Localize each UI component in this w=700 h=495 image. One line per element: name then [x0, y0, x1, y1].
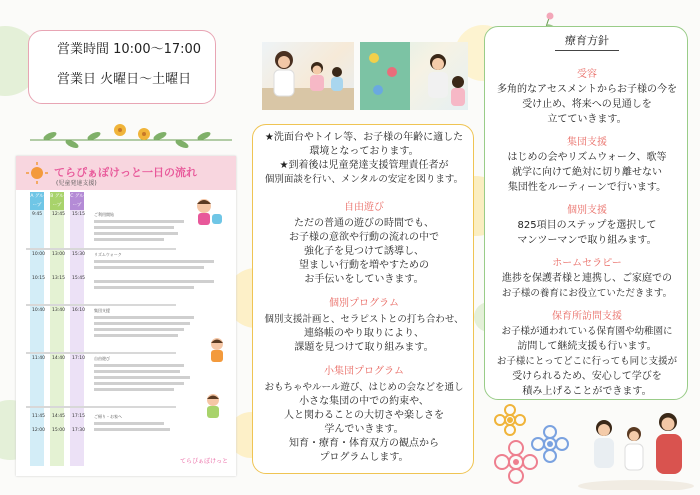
schedule-time: 10:40 — [32, 308, 45, 313]
program-details-card — [252, 124, 474, 474]
policy-text: 積み上げることができます。 — [522, 386, 652, 397]
schedule-text-line — [94, 226, 174, 229]
group-program-text: 知育・療育・体育双方の観点から — [289, 438, 439, 449]
group-program-heading: 小集団プログラム — [324, 366, 404, 377]
free-play-text: 望ましい行動を増やすための — [299, 260, 429, 271]
policy-text: お子様の養育にお役立ていただきます。 — [501, 288, 673, 299]
schedule-time: 14:45 — [52, 414, 65, 419]
schedule-time: 16:10 — [72, 308, 85, 313]
business-info-box — [28, 30, 216, 104]
schedule-time: 13:15 — [52, 276, 65, 281]
business-hours: 営業時間 10:00〜17:00 — [57, 42, 202, 57]
individual-program-text: 個別支援計画と、セラピストとの打ち合わせ、 — [264, 314, 464, 325]
schedule-time: 11:40 — [32, 356, 45, 361]
child-illustration-icon — [196, 392, 230, 426]
photo-teacher-with-kids — [262, 42, 354, 110]
policy-text: 集団性をルーティーンで行います。 — [507, 182, 667, 193]
schedule-divider — [26, 304, 176, 306]
policy-text: 多角的なアセスメントからお子様の今を — [497, 84, 677, 95]
policy-text: はじめの会やリズムウォーク、歌等 — [507, 152, 667, 163]
policy-heading-home-therapy: ホームセラピー — [552, 258, 622, 269]
individual-program-text: 連絡帳のやり取りにより、 — [304, 328, 424, 339]
policy-text: 進捗を保護者様と連携し、ご家庭での — [502, 273, 672, 284]
photo-illustration — [360, 42, 468, 110]
policy-title: 療育方針 — [565, 34, 609, 47]
schedule-text-line — [94, 382, 184, 385]
schedule-title: てらぴぁぽけっと一日の流れ — [54, 166, 197, 179]
schedule-time: 17:30 — [72, 428, 85, 433]
sun-icon — [26, 162, 48, 184]
schedule-text-line — [94, 422, 164, 425]
policy-text: 受けられるため、安心して学びを — [512, 371, 662, 382]
policy-text: マンツーマンで取り組みます。 — [517, 235, 657, 246]
leaf-divider-icon — [20, 118, 242, 154]
schedule-divider — [26, 406, 176, 408]
intro-text: 個別面談を行い、メンタルの安定を図ります。 — [264, 174, 464, 185]
policy-heading-individual-support: 個別支援 — [567, 205, 607, 216]
business-days: 営業日 火曜日〜土曜日 — [57, 72, 192, 87]
group-program-text: おもちゃやルール遊び、はじめの会などを通し — [264, 382, 464, 393]
schedule-divider — [26, 352, 176, 354]
schedule-text-line — [94, 376, 190, 379]
schedule-time: 15:30 — [72, 252, 85, 257]
group-program-text: プログラムします。 — [319, 452, 409, 463]
schedule-time: 15:00 — [52, 428, 65, 433]
schedule-time: 17:10 — [72, 356, 85, 361]
individual-program-heading: 個別プログラム — [329, 298, 399, 309]
schedule-text-line — [94, 388, 174, 391]
schedule-time: 13:40 — [52, 308, 65, 313]
schedule-label: ご利用開始 — [94, 212, 114, 217]
policy-heading-acceptance: 受容 — [577, 69, 597, 80]
policy-text: 受け止め、将来への見通しを — [522, 99, 652, 110]
policy-text: 825項目のステップを選択して — [517, 220, 657, 231]
photo-mother-and-children — [576, 402, 694, 490]
schedule-text-line — [94, 322, 190, 325]
group-a-header: A グループ — [30, 194, 44, 208]
free-play-text: ただの普通の遊びの時間でも、 — [294, 218, 434, 229]
schedule-time: 10:15 — [32, 276, 45, 281]
schedule-time: 15:45 — [72, 276, 85, 281]
intro-text: 環境となっております。 — [309, 146, 419, 157]
schedule-text-line — [94, 280, 214, 283]
photo-kids-playing — [360, 42, 468, 110]
schedule-time: 13:00 — [52, 252, 65, 257]
policy-heading-group-support: 集団支援 — [567, 137, 607, 148]
group-a-column — [30, 196, 44, 466]
schedule-time: 15:15 — [72, 212, 85, 217]
schedule-label: 集団支援 — [94, 308, 110, 313]
schedule-time: 11:45 — [32, 414, 45, 419]
schedule-label: ご帰り・お家へ — [94, 414, 122, 419]
group-c-header: C グループ — [70, 194, 84, 208]
policy-heading-nursery-visit: 保育所訪問支援 — [552, 311, 622, 322]
schedule-text-line — [94, 286, 194, 289]
daily-schedule-card — [16, 156, 236, 476]
group-c-column — [70, 196, 84, 466]
schedule-text-line — [94, 238, 164, 241]
group-b-column — [50, 196, 64, 466]
policy-text: 就学に向けて絶対に切り離せない — [512, 167, 662, 178]
schedule-text-line — [94, 260, 214, 263]
schedule-time: 12:45 — [52, 212, 65, 217]
intro-text: ★洗面台やトイレ等、お子様の年齢に適した — [264, 132, 464, 143]
photo-illustration — [262, 42, 354, 110]
individual-program-text: 課題を見つけて取り組みます。 — [294, 342, 434, 353]
schedule-text-line — [94, 334, 178, 337]
schedule-time: 9:45 — [32, 212, 43, 217]
policy-text: お子様にとってどこに行っても同じ支援が — [496, 356, 678, 367]
care-policy-card — [484, 26, 688, 400]
schedule-text-line — [94, 220, 184, 223]
schedule-divider — [26, 248, 176, 250]
schedule-label: 自由遊び — [94, 356, 110, 361]
title-underline — [555, 50, 619, 51]
group-program-text: 学んでいきます。 — [324, 424, 404, 435]
schedule-time: 14:40 — [52, 356, 65, 361]
schedule-text-line — [94, 328, 184, 331]
schedule-logo: てらぴぁぽけっと — [180, 458, 229, 465]
group-program-text: 人と関わることの大切さや楽しさを — [284, 410, 444, 421]
child-illustration-icon — [188, 196, 228, 236]
intro-text: ★到着後は児童発達支援管理責任者が — [279, 160, 449, 171]
schedule-text-line — [94, 266, 204, 269]
child-illustration-icon — [202, 336, 232, 370]
photo-illustration — [576, 402, 694, 490]
schedule-time: 12:00 — [32, 428, 45, 433]
policy-text: お子様が通われている保育園や幼稚園に — [501, 326, 673, 337]
schedule-text-line — [94, 364, 184, 367]
free-play-text: お子様の意欲や行動の流れの中で — [289, 232, 439, 243]
schedule-time: 10:00 — [32, 252, 45, 257]
policy-text: 訪問して継続支援も行います。 — [517, 341, 657, 352]
schedule-text-line — [94, 370, 180, 373]
policy-text: 立てていきます。 — [547, 114, 627, 125]
group-program-text: 小さな集団の中での約束や、 — [299, 396, 429, 407]
free-play-text: 強化子を見つけて誘導し、 — [304, 246, 424, 257]
flowers-decoration-icon — [488, 404, 578, 488]
schedule-time: 17:15 — [72, 414, 85, 419]
free-play-heading: 自由遊び — [344, 202, 384, 213]
schedule-text-line — [94, 316, 194, 319]
schedule-subtitle: (児童発達支援) — [56, 180, 97, 187]
schedule-label: リズムウォーク — [94, 252, 122, 257]
free-play-text: お手伝いをしていきます。 — [304, 274, 424, 285]
schedule-text-line — [94, 232, 178, 235]
group-b-header: B グループ — [50, 194, 64, 208]
schedule-text-line — [94, 428, 170, 431]
